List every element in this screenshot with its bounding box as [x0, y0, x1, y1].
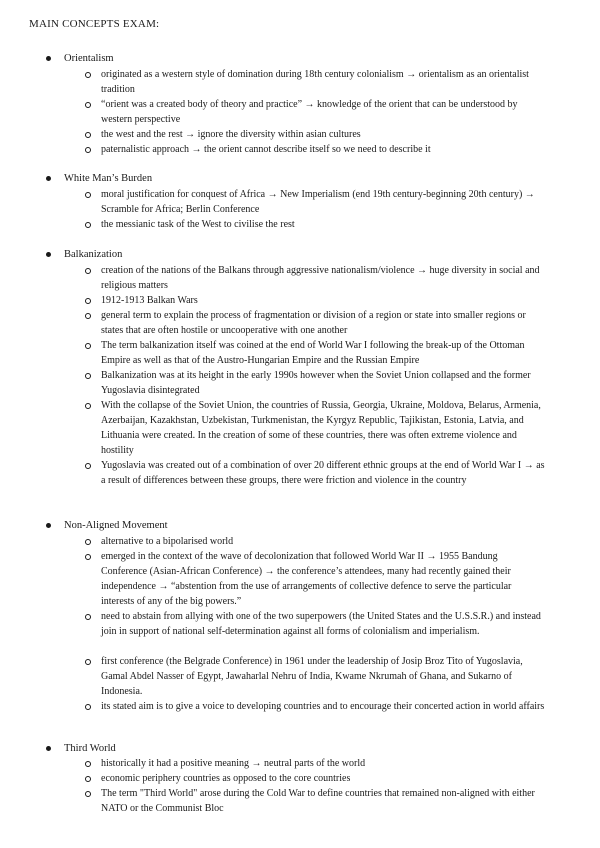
hollow-bullet-icon — [85, 147, 91, 153]
filled-bullet-icon — [46, 56, 51, 61]
list-item: economic periphery countries as opposed to the core countries — [85, 771, 545, 786]
list-item: general term to explain the process of fragmentation or division of a region or state into smaller regions or states that are often hostile or uncooperative with one another — [85, 308, 545, 338]
hollow-bullet-icon — [85, 102, 91, 108]
list-item: originated as a western style of domination during 18th century colonialism → orientalism as an orientalist tradition — [85, 67, 545, 97]
hollow-bullet-icon — [85, 403, 91, 409]
hollow-bullet-icon — [85, 791, 91, 797]
list-item: the west and the rest → ignore the diversity within asian cultures — [85, 127, 545, 142]
list-item: emerged in the context of the wave of decolonization that followed World War II → 1955 Bandung Conference (Asian-African Conference) → the conference’s attendees, many had recently gained their independence → “abstention from the use of arrangements of collective defence to serve the particular interests of any of the big powers.” — [85, 549, 545, 609]
list-item: its stated aim is to give a voice to developing countries and to encourage their concerted action in world affairs — [85, 699, 545, 729]
hollow-bullet-icon — [85, 373, 91, 379]
list-item: With the collapse of the Soviet Union, the countries of Russia, Georgia, Ukraine, Moldova, Belarus, Armenia, Azerbaijan, Kazakhstan, Uzbekistan, Turkmenistan, the Kyrgyz Republic, Tajikistan, Estonia, Latvia, and Lithuania were created. In the creation of some of these countries, there was often extreme violence and hostility — [85, 398, 545, 458]
hollow-bullet-icon — [85, 222, 91, 228]
hollow-bullet-icon — [85, 463, 91, 469]
list-item: 1912-1913 Balkan Wars — [85, 293, 545, 308]
list-item: paternalistic approach → the orient cannot describe itself so we need to describe it — [85, 142, 545, 157]
hollow-bullet-icon — [85, 313, 91, 319]
hollow-bullet-icon — [85, 72, 91, 78]
hollow-bullet-icon — [85, 704, 91, 710]
hollow-bullet-icon — [85, 192, 91, 198]
list-item: The term "Third World" arose during the Cold War to define countries that remained non-aligned with either NATO or the Communist Bloc — [85, 786, 545, 816]
topic-label: Orientalism — [64, 53, 114, 64]
filled-bullet-icon — [46, 252, 51, 257]
list-item: creation of the nations of the Balkans through aggressive nationalism/violence → huge diversity in social and religious matters — [85, 263, 545, 293]
topic-label: Third World — [64, 743, 116, 754]
hollow-bullet-icon — [85, 298, 91, 304]
topic-label: Balkanization — [64, 249, 123, 260]
hollow-bullet-icon — [85, 132, 91, 138]
hollow-bullet-icon — [85, 554, 91, 560]
page-title: MAIN CONCEPTS EXAM: — [29, 18, 160, 30]
hollow-bullet-icon — [85, 539, 91, 545]
list-item: “orient was a created body of theory and practice” → knowledge of the orient that can be understood by western perspective — [85, 97, 545, 127]
topic-label: Non-Aligned Movement — [64, 520, 168, 531]
list-item: moral justification for conquest of Africa → New Imperialism (end 19th century-beginning 20th century) → Scramble for Africa; Berlin Conference — [85, 187, 545, 217]
topic-label: White Man’s Burden — [64, 173, 153, 184]
list-item: the messianic task of the West to civilise the rest — [85, 217, 545, 232]
list-item: need to abstain from allying with one of the two superpowers (the United States and the U.S.S.R.) and instead join in support of national self-determination against all forms of colonialism and imperialism. — [85, 609, 545, 654]
filled-bullet-icon — [46, 176, 51, 181]
hollow-bullet-icon — [85, 659, 91, 665]
hollow-bullet-icon — [85, 343, 91, 349]
list-item: first conference (the Belgrade Conference) in 1961 under the leadership of Josip Broz Tito of Yugoslavia, Gamal Abdel Nasser of Egypt, Jawaharlal Nehru of India, Kwame Nkrumah of Ghana, and Sukarno of Indonesia. — [85, 654, 545, 699]
list-item: alternative to a bipolarised world — [85, 534, 545, 549]
list-item: Balkanization was at its height in the early 1990s however when the Soviet Union collapsed and the former Yugoslavia disintegrated — [85, 368, 545, 398]
list-item: historically it had a positive meaning → neutral parts of the world — [85, 756, 545, 771]
list-item: The term balkanization itself was coined at the end of World War I following the break-up of the Ottoman Empire as well as that of the Austro-Hungarian Empire and the Russian Empire — [85, 338, 545, 368]
list-item: Yugoslavia was created out of a combination of over 20 different ethnic groups at the end of World War I → as a result of differences between these groups, there were friction and violence in the country — [85, 458, 545, 503]
hollow-bullet-icon — [85, 761, 91, 767]
filled-bullet-icon — [46, 523, 51, 528]
hollow-bullet-icon — [85, 776, 91, 782]
hollow-bullet-icon — [85, 268, 91, 274]
hollow-bullet-icon — [85, 614, 91, 620]
filled-bullet-icon — [46, 746, 51, 751]
